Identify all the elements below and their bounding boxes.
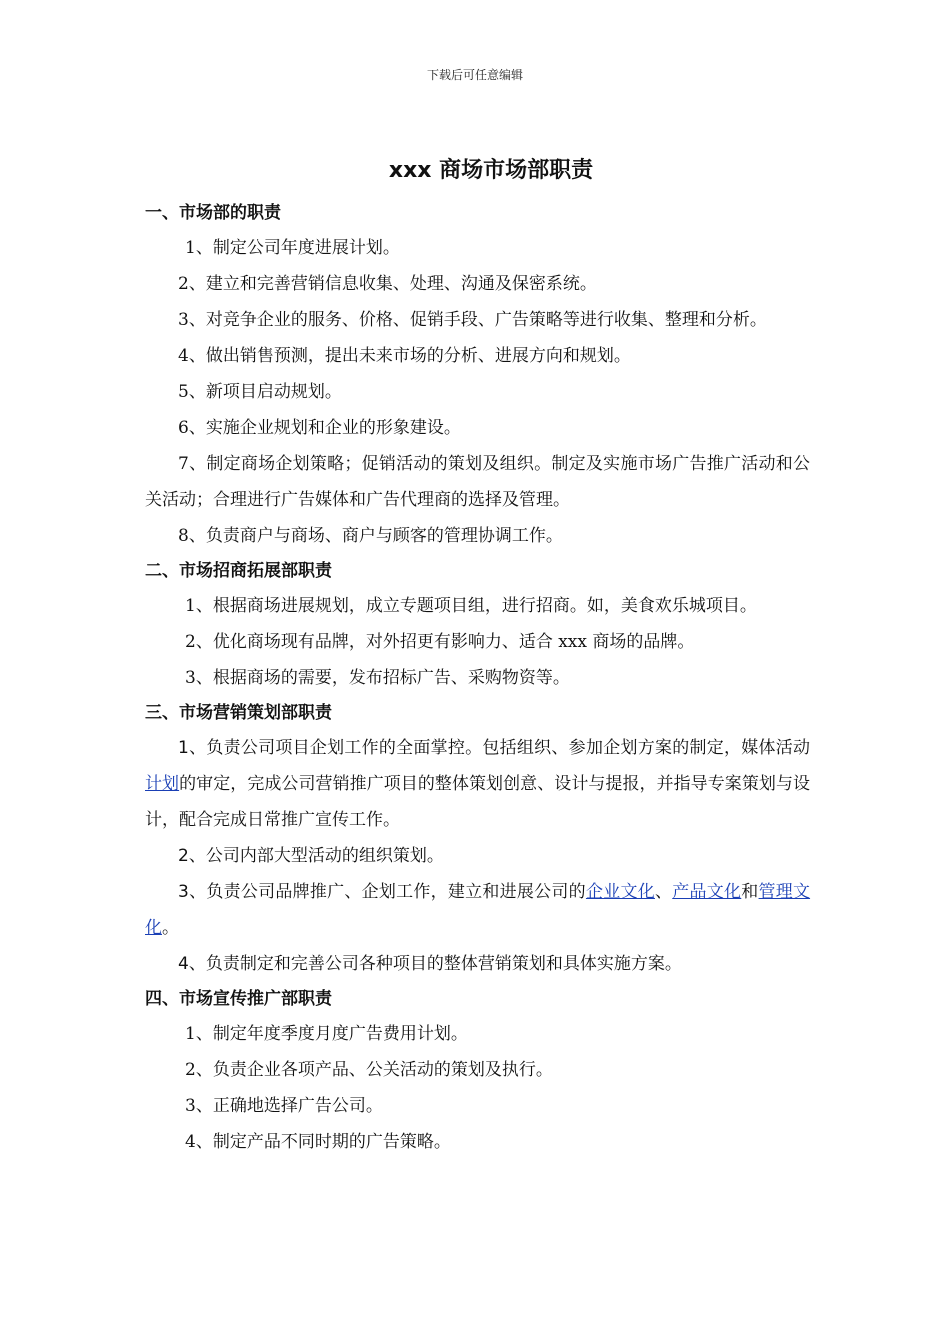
item-number: 1 [178, 738, 189, 758]
link-product-culture[interactable]: 产品文化 [672, 882, 742, 902]
link-management-culture[interactable]: 管理文化 [145, 882, 811, 938]
list-item [145, 946, 810, 982]
list-item: 3、对竞争企业的服务、价格、促销手段、广告策略等进行收集、整理和分析。 [178, 310, 767, 330]
list-item [145, 874, 810, 946]
list-item: 2、负责企业各项产品、公关活动的策划及执行。 [185, 1060, 553, 1080]
section-heading-2: 二、市场招商拓展部职责 [145, 561, 332, 581]
section-heading-4: 四、市场宣传推广部职责 [145, 989, 332, 1009]
section-heading-3: 三、市场营销策划部职责 [145, 703, 332, 723]
list-item: 8、负责商户与商场、商户与顾客的管理协调工作。 [178, 526, 563, 546]
item-text: 、公司内部大型活动的组织策划。 [188, 846, 444, 866]
list-item: 2、建立和完善营销信息收集、处理、沟通及保密系统。 [178, 274, 597, 294]
item-text: 、负责制定和完善公司各种项目的整体营销策划和具体实施方案。 [188, 954, 682, 974]
list-item: 4、做出销售预测，提出未来市场的分析、进展方向和规划。 [178, 346, 631, 366]
link-corporate-culture[interactable]: 企业文化 [585, 882, 655, 902]
list-item [145, 730, 810, 838]
list-item: 2、优化商场现有品牌，对外招更有影响力、适合 xxx 商场的品牌。 [185, 632, 695, 652]
list-item: 3、根据商场的需要，发布招标广告、采购物资等。 [185, 668, 570, 688]
list-item: 6、实施企业规划和企业的形象建设。 [178, 418, 461, 438]
item-text: 、 [654, 882, 673, 902]
item-text: 、负责公司项目企划工作的全面掌控。包括组织、参加企划方案的制定，媒体活动 [188, 738, 810, 758]
list-item: 1、根据商场进展规划，成立专题项目组，进行招商。如，美食欢乐城项目。 [185, 596, 757, 616]
list-item: 1、制定公司年度进展计划。 [185, 238, 400, 258]
link-plan[interactable]: 计划 [145, 774, 180, 794]
list-item: 1、制定年度季度月度广告费用计划。 [185, 1024, 468, 1044]
page-header: 下载后可任意编辑 [426, 68, 523, 82]
item-number: 2 [178, 846, 189, 866]
item-text: 。 [162, 918, 179, 938]
document-body [145, 196, 810, 1160]
list-item [145, 838, 810, 874]
document-title: xxx 商场市场部职责 [388, 158, 594, 183]
item-number: 4 [178, 954, 189, 974]
item-number: 3 [178, 882, 189, 902]
item-text: 的审定，完成公司营销推广项目的整体策划创意、设计与提报，并指导专案策划与设计，配合完成日常推广宣传工作。 [145, 774, 811, 830]
list-item: 4、制定产品不同时期的广告策略。 [185, 1132, 451, 1152]
list-item: 5、新项目启动规划。 [178, 382, 342, 402]
item-text: 和 [741, 882, 759, 902]
list-item: 7、制定商场企划策略；促销活动的策划及组织。制定及实施市场广告推广活动和公关活动；合理进行广告媒体和广告代理商的选择及管理。 [145, 454, 810, 510]
section-heading-1: 一、市场部的职责 [145, 203, 281, 223]
list-item: 3、正确地选择广告公司。 [185, 1096, 383, 1116]
item-text: 、负责公司品牌推广、企划工作，建立和进展公司的 [188, 882, 586, 902]
